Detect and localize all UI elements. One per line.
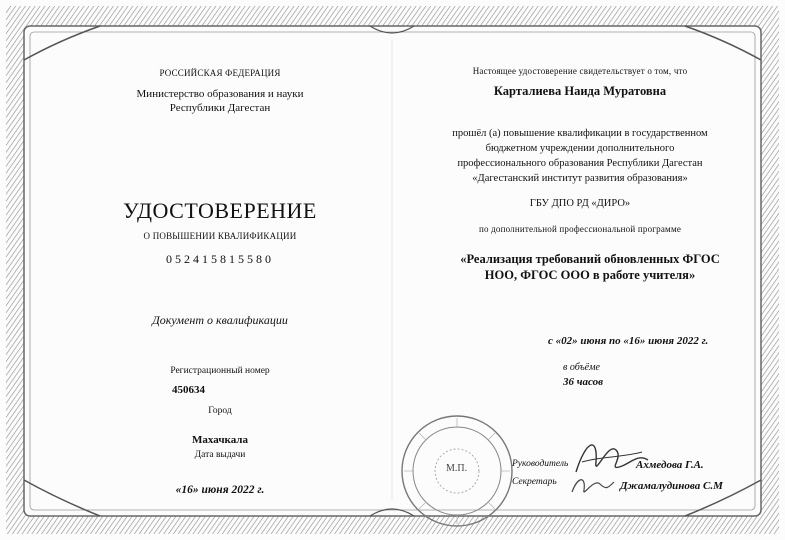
intro-text: Настоящее удостоверение свидетельствует о том, что [472,66,688,76]
volume-value: 36 часов [563,376,604,388]
passed-line-1: прошёл (а) повышение квалификации в государственном [452,128,708,139]
issue-date-label: Дата выдачи [194,450,246,460]
secretary-label: Секретарь [512,477,557,487]
program-title-line-1: «Реализация требований обновленных ФГОС [460,252,720,266]
passed-line-2: бюджетном учреждении дополнительного [485,143,675,154]
document-type: Документ о квалификации [152,313,288,327]
ministry-line-1: Министерство образования и науки [136,88,304,100]
ministry-line-2: Республики Дагестан [169,102,271,114]
registration-label: Регистрационный номер [170,366,270,376]
passed-line-3: профессионального образования Республики Дагестан [457,158,703,169]
head-name: Ахмедова Г.А. [636,459,704,471]
city-label: Город [208,406,232,416]
volume-label: в объёме [563,362,600,373]
program-label: по дополнительной профессиональной программе [478,224,682,234]
holder-name: Карталиева Наида Муратовна [493,84,667,98]
registration-number: 450634 [172,384,205,396]
program-title-line-2: НОО, ФГОС ООО в работе учителя» [484,268,696,282]
document-number: 052415815580 [166,252,274,266]
secretary-name: Джамалудинова С.М [620,480,723,492]
issue-date: «16» июня 2022 г. [175,484,265,496]
passed-line-4: «Дагестанский институт развития образования» [472,173,688,184]
stamp-text: М.П. [446,463,468,474]
institution-short: ГБУ ДПО РД «ДИРО» [529,198,631,209]
head-label: Руководитель [512,459,569,469]
secretary-signature-mark [568,470,618,500]
document-subtitle: О ПОВЫШЕНИИ КВАЛИФИКАЦИИ [143,231,297,241]
document-title: УДОСТОВЕРЕНИЕ [123,198,317,223]
training-period: с «02» июня по «16» июня 2022 г. [548,335,709,347]
country-label: РОССИЙСКАЯ ФЕДЕРАЦИЯ [159,68,281,78]
city-value: Махачкала [192,434,248,446]
